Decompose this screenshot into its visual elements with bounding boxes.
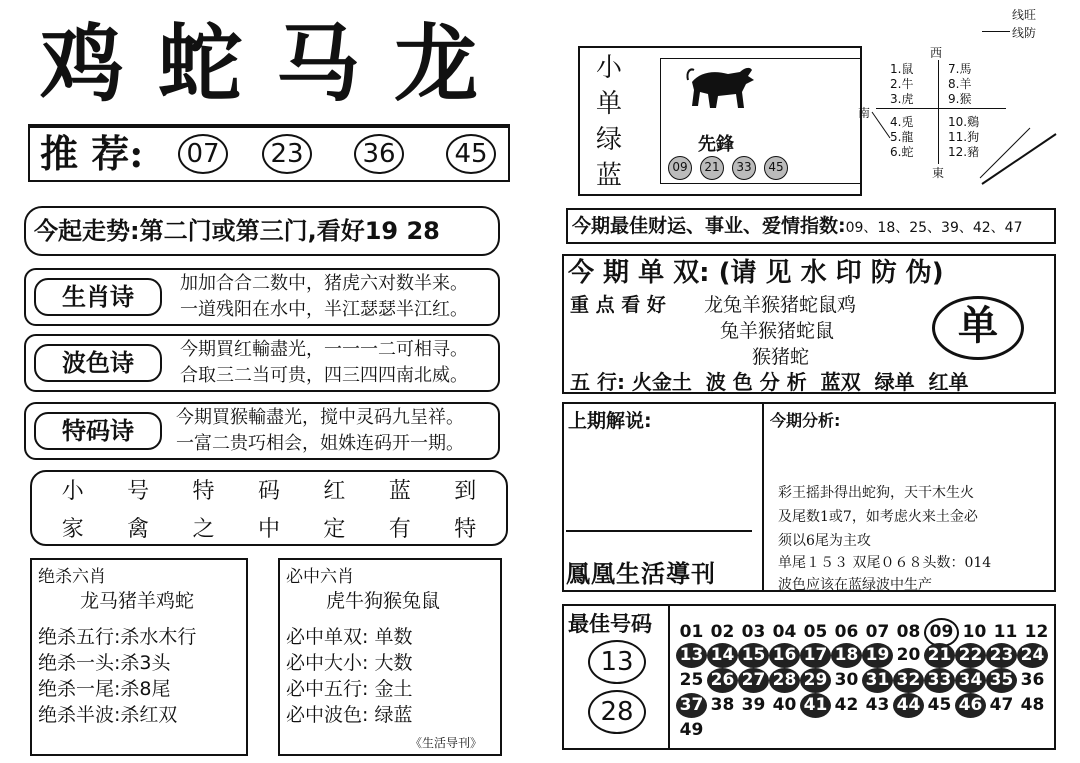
odd-even-bottom: 五 行: 火金土 波 色 分 析 蓝双 绿单 红单 — [570, 370, 969, 394]
grid-number: 05 — [803, 622, 828, 642]
must-key: 必中大小: — [286, 652, 369, 674]
grid-char: 定 — [323, 517, 346, 542]
grid-number: 15 — [738, 643, 769, 668]
small-vertical — [592, 50, 626, 194]
grid-number: 19 — [862, 643, 893, 668]
grid-number: 31 — [862, 668, 893, 693]
pioneer-number: 09 — [668, 156, 692, 180]
grid-char: 号 — [127, 479, 150, 504]
grid-number: 39 — [741, 695, 766, 715]
grid-char: 小 — [61, 479, 84, 504]
focus-line: 龙兔羊猴猪蛇鼠鸡 — [704, 294, 857, 316]
grid-number: 47 — [989, 695, 1014, 715]
zodiac-item: 7.馬 — [948, 62, 972, 76]
page-title: 鸡蛇马龙 — [40, 14, 513, 113]
number-grid-row — [676, 618, 1054, 643]
grid-char: 红 — [323, 479, 346, 504]
grid-number: 30 — [834, 670, 859, 690]
pioneer-label: 先鋒 — [698, 134, 734, 155]
index-values: 09、18、25、39、42、47 — [845, 220, 1023, 236]
zodiac-item: 5.龍 — [890, 130, 914, 144]
zodiac-item: 2.牛 — [890, 77, 914, 91]
grid-number: 02 — [710, 622, 735, 642]
kill-value: 杀3头 — [120, 652, 171, 674]
grid-number: 37 — [676, 693, 707, 718]
best-label: 最佳号码 — [568, 612, 652, 636]
number-grid — [676, 618, 1054, 746]
small-char: 小 — [595, 53, 622, 83]
best-number: 28 — [588, 690, 646, 734]
grid-number: 46 — [955, 693, 986, 718]
legend-fang: 线防 — [1012, 26, 1037, 40]
grid-number: 43 — [865, 695, 890, 715]
curr-label: 今期分析: — [770, 411, 841, 430]
recommend-label: 推 荐: — [40, 131, 144, 176]
kill-value: 杀水木行 — [120, 626, 197, 648]
poem-line: 合取三二当可贵，四三四四南北威。 — [180, 365, 468, 386]
grid-number: 26 — [707, 668, 738, 693]
grid-number: 49 — [679, 720, 704, 740]
recommend-number: 36 — [354, 134, 404, 174]
zodiac-item: 12.豬 — [948, 145, 980, 159]
must-row — [286, 650, 412, 676]
small-char: 绿 — [595, 125, 622, 155]
char-grid-row — [40, 474, 498, 504]
poem-label-zodiac: 生肖诗 — [34, 278, 162, 316]
zodiac-item: 6.蛇 — [890, 145, 914, 159]
odd-badge: 单 — [932, 296, 1024, 360]
grid-number: 42 — [834, 695, 859, 715]
grid-number: 40 — [772, 695, 797, 715]
grid-number: 45 — [927, 695, 952, 715]
compass-east: 東 — [932, 166, 945, 180]
grid-number: 03 — [741, 622, 766, 642]
number-grid-row — [676, 668, 1054, 693]
grid-char: 特 — [454, 517, 477, 542]
grid-number: 32 — [893, 668, 924, 693]
must-value: 单数 — [374, 626, 413, 648]
grid-number: 36 — [1020, 670, 1045, 690]
zodiac-item: 3.虎 — [890, 92, 914, 106]
poem-label-color: 波色诗 — [34, 344, 162, 382]
prev-label: 上期解说: — [568, 410, 652, 432]
grid-number: 23 — [986, 643, 1017, 668]
analysis-line: 及尾数1或7，如考虑火来土金必 — [778, 509, 978, 525]
kill-row — [38, 676, 171, 702]
kill-key: 绝杀半波: — [38, 704, 121, 726]
grid-number: 09 — [924, 618, 959, 647]
poem-label-special: 特码诗 — [34, 412, 162, 450]
grid-number: 04 — [772, 622, 797, 642]
kill-value: 杀红双 — [120, 704, 178, 726]
must-row — [286, 624, 412, 650]
grid-number: 21 — [924, 643, 955, 668]
analysis-line: 须以6尾为主攻 — [778, 533, 871, 549]
kill-title: 绝杀六肖 — [38, 567, 106, 587]
analysis-line: 彩王摇卦得出蛇狗，天干木生火 — [778, 485, 974, 501]
grid-char: 家 — [61, 517, 84, 542]
grid-number: 20 — [896, 645, 921, 665]
kill-key: 绝杀一头: — [38, 652, 121, 674]
grid-number: 14 — [707, 643, 738, 668]
grid-number: 11 — [993, 622, 1018, 642]
kill-row — [38, 650, 171, 676]
grid-number: 10 — [962, 622, 987, 642]
grid-char: 有 — [388, 517, 411, 542]
zodiac-item: 10.鷄 — [948, 115, 980, 129]
grid-number: 13 — [676, 643, 707, 668]
grid-number: 18 — [831, 643, 862, 668]
grid-number: 38 — [710, 695, 735, 715]
brand-label: 鳳凰生活導刊 — [566, 559, 716, 588]
source-label: 《生活导刊》 — [410, 736, 483, 750]
grid-char: 到 — [454, 479, 477, 504]
compass-west: 西 — [930, 46, 943, 60]
grid-char: 码 — [257, 479, 280, 504]
analysis-divider — [762, 402, 764, 592]
trend-text: 今起走势:第二门或第三门,看好19 28 — [34, 217, 440, 245]
grid-number: 12 — [1024, 622, 1049, 642]
legend-wang: 线旺 — [1012, 8, 1037, 22]
must-zodiacs: 虎牛狗猴兔鼠 — [326, 590, 441, 612]
grid-number: 29 — [800, 668, 831, 693]
grid-number: 01 — [679, 622, 704, 642]
grid-char: 禽 — [127, 517, 150, 542]
grid-number: 34 — [955, 668, 986, 693]
must-key: 必中五行: — [286, 678, 369, 700]
must-value: 绿蓝 — [374, 704, 413, 726]
kill-row — [38, 624, 196, 650]
poem-line: 加加合合二数中，猪虎六对数半来。 — [180, 273, 468, 294]
prev-underline — [566, 530, 752, 532]
zodiac-item: 11.狗 — [948, 130, 980, 144]
grid-char: 特 — [192, 479, 215, 504]
char-grid-row — [40, 512, 498, 542]
focus-line: 猴猪蛇 — [752, 346, 810, 368]
ox-icon — [682, 62, 762, 114]
recommend-number: 07 — [178, 134, 228, 174]
kill-key: 绝杀一尾: — [38, 678, 121, 700]
pioneer-numbers — [668, 156, 858, 182]
analysis-line: 单尾１５３ 双尾０６８头数：014 — [778, 555, 992, 571]
analysis-line: 波色应该在蓝绿波中生产 — [778, 577, 932, 593]
kill-key: 绝杀五行: — [38, 626, 121, 648]
kill-value: 杀8尾 — [120, 678, 171, 700]
compass-diagonals — [870, 108, 1060, 188]
poem-line: 一富二贵巧相会，姐姝连码开一期。 — [176, 433, 464, 454]
best-number: 13 — [588, 640, 646, 684]
grid-char: 中 — [257, 517, 280, 542]
pioneer-number: 45 — [764, 156, 788, 180]
poem-line: 今期買红輸盡光，一一一二可相寻。 — [180, 339, 468, 360]
grid-number: 48 — [1020, 695, 1045, 715]
grid-number: 25 — [679, 670, 704, 690]
grid-number: 41 — [800, 693, 831, 718]
kill-zodiacs: 龙马猪羊鸡蛇 — [80, 590, 195, 612]
best-divider — [668, 604, 670, 750]
grid-number: 27 — [738, 668, 769, 693]
must-title: 必中六肖 — [286, 567, 354, 587]
compass-south: 南 — [858, 106, 871, 120]
legend-line — [982, 31, 1010, 32]
pioneer-number: 33 — [732, 156, 756, 180]
recommend-numbers — [178, 134, 498, 178]
grid-number: 07 — [865, 622, 890, 642]
grid-number: 44 — [893, 693, 924, 718]
odd-even-title: 今 期 单 双: (请 见 水 印 防 伪) — [568, 258, 944, 288]
zodiac-item: 9.猴 — [948, 92, 972, 106]
grid-number: 08 — [896, 622, 921, 642]
small-char: 蓝 — [595, 161, 622, 191]
recommend-number: 23 — [262, 134, 312, 174]
small-char: 单 — [595, 89, 622, 119]
must-row — [286, 702, 412, 728]
number-grid-row — [676, 643, 1054, 668]
zodiac-item: 1.鼠 — [890, 62, 914, 76]
recommend-number: 45 — [446, 134, 496, 174]
grid-number: 16 — [769, 643, 800, 668]
number-grid-row — [676, 718, 1054, 743]
number-grid-row — [676, 693, 1054, 718]
must-key: 必中单双: — [286, 626, 369, 648]
focus-label: 重 点 看 好 — [570, 294, 666, 316]
grid-number: 17 — [800, 643, 831, 668]
must-key: 必中波色: — [286, 704, 369, 726]
pioneer-number: 21 — [700, 156, 724, 180]
must-row — [286, 676, 412, 702]
grid-char: 之 — [192, 517, 215, 542]
must-value: 大数 — [374, 652, 413, 674]
index-row — [572, 213, 1023, 241]
grid-number: 33 — [924, 668, 955, 693]
grid-number: 35 — [986, 668, 1017, 693]
grid-number: 22 — [955, 643, 986, 668]
index-label: 今期最佳财运、事业、爱情指数: — [572, 215, 846, 237]
poem-line: 一道残阳在水中，半江瑟瑟半江红。 — [180, 299, 468, 320]
zodiac-item: 4.兎 — [890, 115, 914, 129]
poem-line: 今期買猴輸盡光，搅中灵码九呈祥。 — [176, 407, 464, 428]
grid-number: 28 — [769, 668, 800, 693]
focus-line: 兔羊猴猪蛇鼠 — [720, 320, 835, 342]
must-value: 金土 — [374, 678, 413, 700]
grid-char: 蓝 — [388, 479, 411, 504]
grid-number: 06 — [834, 622, 859, 642]
kill-row — [38, 702, 177, 728]
zodiac-item: 8.羊 — [948, 77, 972, 91]
grid-number: 24 — [1017, 643, 1048, 668]
